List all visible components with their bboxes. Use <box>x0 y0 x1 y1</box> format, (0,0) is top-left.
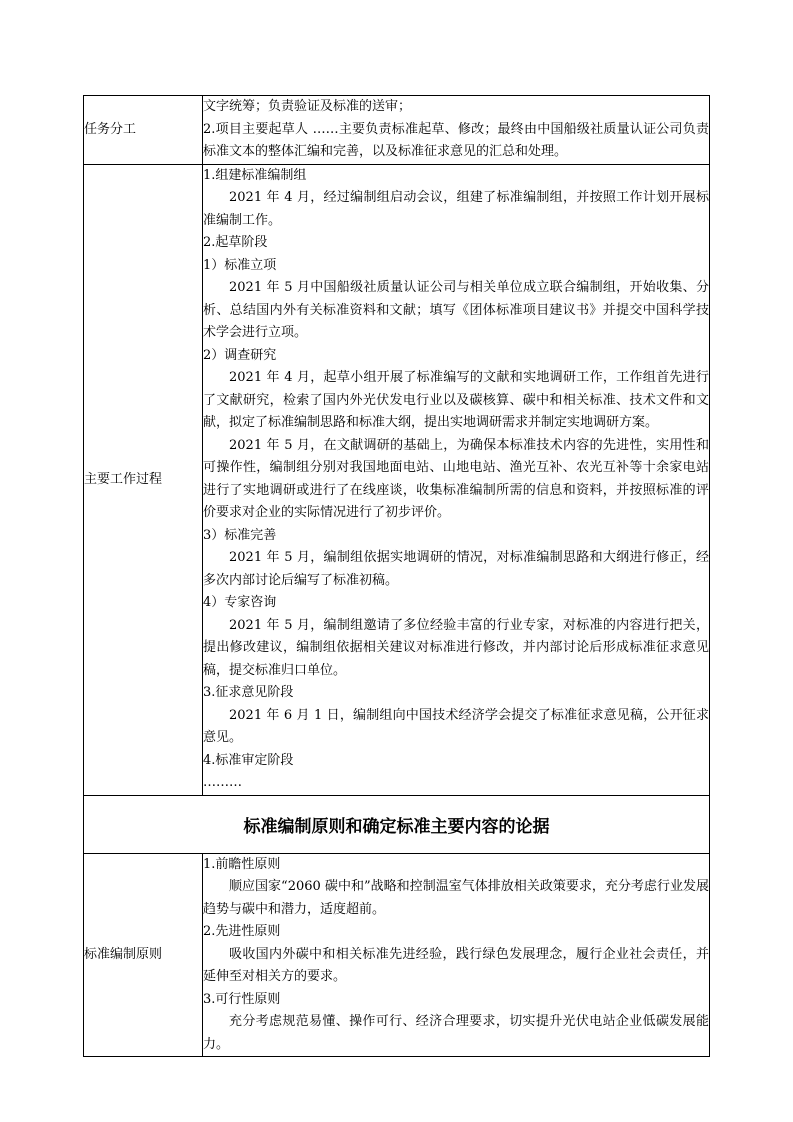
process-row <box>84 164 710 795</box>
section-heading-row <box>84 795 710 853</box>
principles-content <box>203 853 710 1057</box>
task-label: 任务分工 <box>84 96 203 165</box>
process-heading-1: 1.组建标准编制组 <box>203 167 307 183</box>
process-subheading: 4）专家咨询 <box>203 595 277 610</box>
process-subheading: 3）标准完善 <box>203 527 277 543</box>
process-heading-4: 4.标准审定阶段 <box>203 752 294 768</box>
process-paragraph: 2021 年 4 月，起草小组开展了标准编写的文献和实地调研工作，工作组首先进行了文献研究，检索了国内外光伏发电行业以及碳核算、碳中和相关标准、技术文件和文献，拟定了标准编制思路和标准大纲，提出实地调研需求并制定实地调研方案。 <box>203 370 709 430</box>
principle-paragraph: 顺应国家“2060 碳中和”战略和控制温室气体排放相关政策要求，充分考虑行业发展趋势与碳中和潜力，适度超前。 <box>203 879 709 917</box>
principles-label: 标准编制原则 <box>84 853 203 1057</box>
principle-heading-1: 1.前瞻性原则 <box>203 856 281 872</box>
process-label: 主要工作过程 <box>84 164 203 795</box>
process-subheading: 2）调查研究 <box>203 347 277 363</box>
process-paragraph: 2021 年 4 月，经过编制组启动会议，组建了标准编制组，并按照工作计划开展标准编制工作。 <box>203 190 709 228</box>
task-row <box>84 96 710 165</box>
process-subheading: 1）标准立项 <box>203 257 277 273</box>
process-heading-2: 2.起草阶段 <box>203 235 268 250</box>
standard-info-table <box>83 95 710 1057</box>
principle-heading-3: 3.可行性原则 <box>203 991 281 1007</box>
process-paragraph: 2021 年 5 月，在文献调研的基础上，为确保本标准技术内容的先进性，实用性和可操作性，编制组分别对我国地面电站、山地电站、渔光互补、农光互补等十余家电站进行了实地调研或进行了在线座谈，收集标准编制所需的信息和资料，并按照标准的评价要求对企业的实际情况进行了初步评价。 <box>203 437 709 520</box>
task-content <box>203 96 710 165</box>
principle-paragraph: 充分考虑规范易懂、操作可行、经济合理要求，切实提升光伏电站企业低碳发展能力。 <box>203 1014 709 1052</box>
task-line-1: 文字统筹；负责验证及标准的送审； <box>203 99 412 114</box>
principles-row <box>84 853 710 1057</box>
process-content <box>203 164 710 795</box>
task-line-2: 2.项目主要起草人 ……主要负责标准起草、修改；最终由中国船级社质量认证公司负责标准文本的整体汇编和完善，以及标准征求意见的汇总和处理。 <box>203 121 709 159</box>
process-paragraph: 2021 年 6 月 1 日，编制组向中国技术经济学会提交了标准征求意见稿，公开征求意见。 <box>203 707 709 745</box>
process-paragraph: 2021 年 5 月，编制组邀请了多位经验丰富的行业专家，对标准的内容进行把关，提出修改建议，编制组依据相关建议对标准进行修改，并内部讨论后形成标准征求意见稿，提交标准归口单位。 <box>203 617 709 678</box>
process-ellipsis: ……… <box>203 775 242 790</box>
process-heading-3: 3.征求意见阶段 <box>203 685 294 700</box>
principle-heading-2: 2.先进性原则 <box>203 924 281 939</box>
section-heading: 标准编制原则和确定标准主要内容的论据 <box>84 795 710 853</box>
process-paragraph: 2021 年 5 月中国船级社质量认证公司与相关单位成立联合编制组，开始收集、分析、总结国内外有关标准资料和文献；填写《团体标准项目建议书》并提交中国科学技术学会进行立项。 <box>203 280 709 340</box>
process-paragraph: 2021 年 5 月，编制组依据实地调研的情况，对标准编制思路和大纲进行修正，经多次内部讨论后编写了标准初稿。 <box>203 550 709 588</box>
principle-paragraph: 吸收国内外碳中和相关标准先进经验，践行绿色发展理念，履行企业社会责任，并延伸至对相关方的要求。 <box>203 946 709 984</box>
